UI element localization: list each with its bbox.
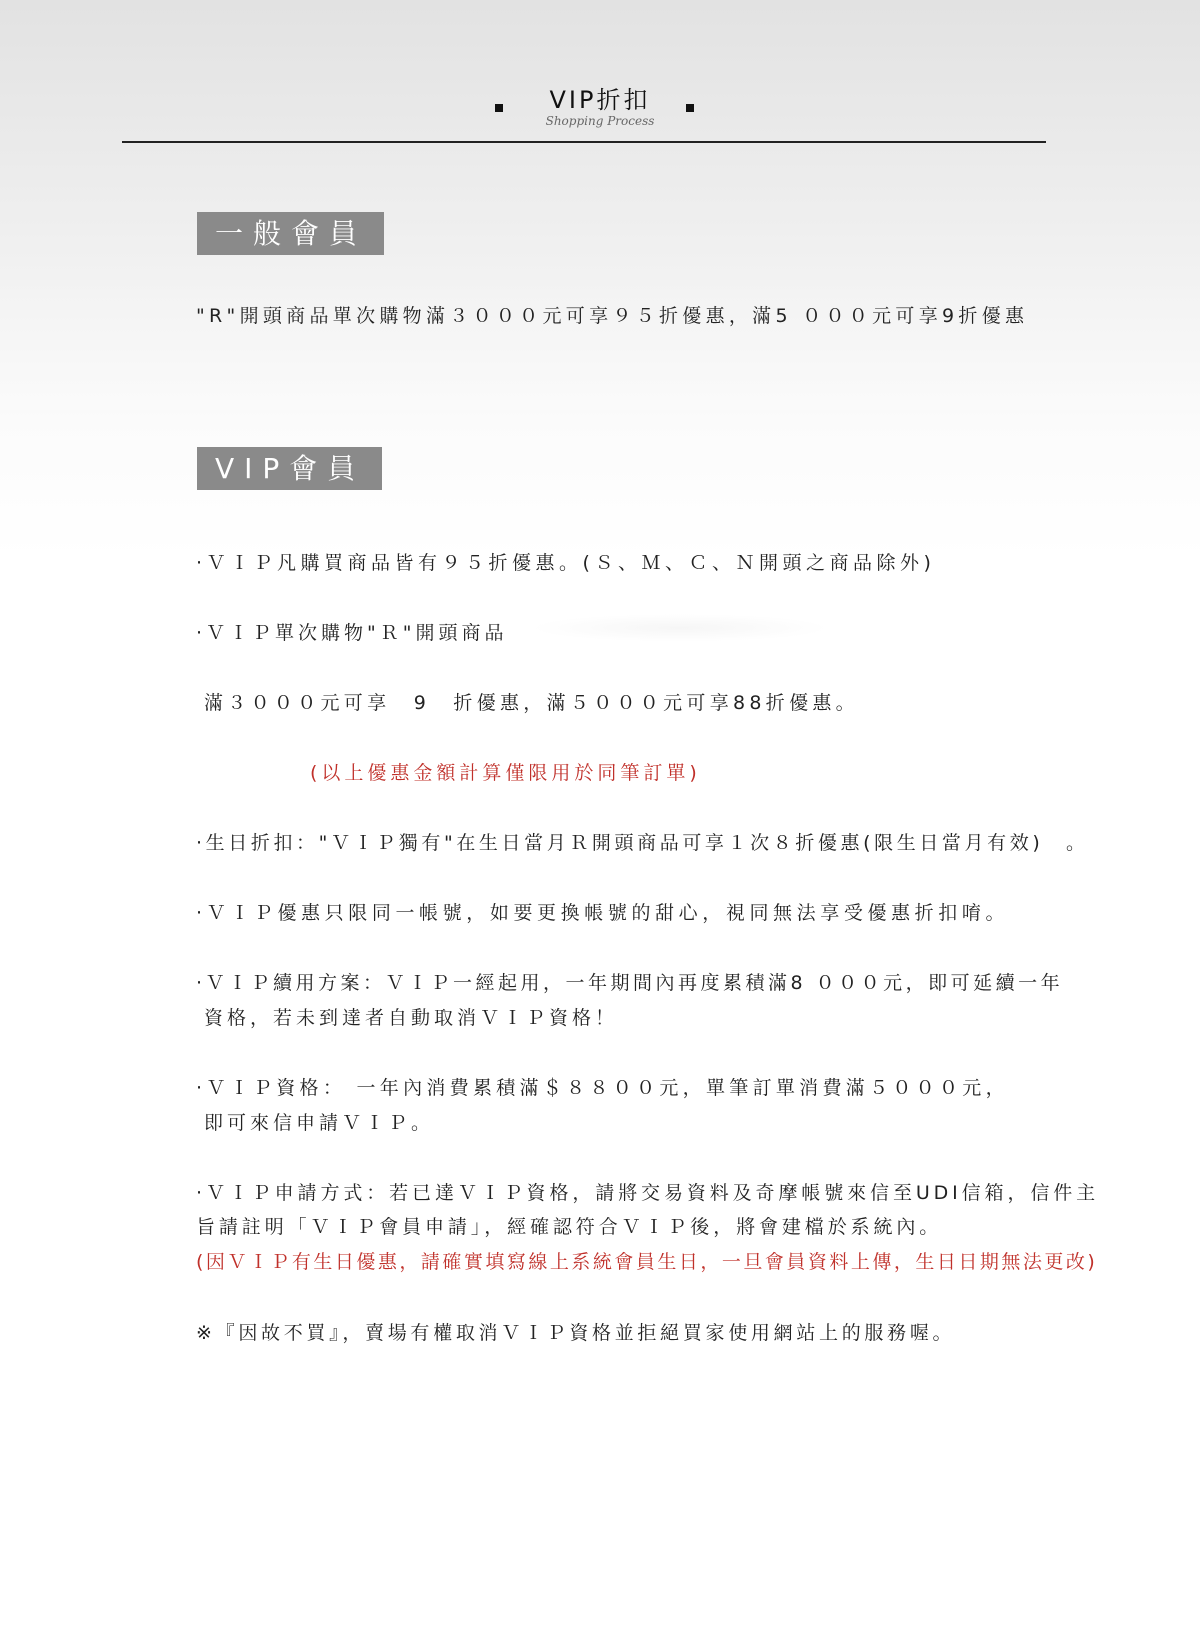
same-order-note: (以上優惠金額計算僅限用於同筆訂單)	[310, 762, 701, 784]
cancel-policy-line: ※『因故不買』，賣場有權取消ＶＩＰ資格並拒絕買家使用網站上的服務喔。	[196, 1322, 956, 1344]
blurred-region	[530, 614, 830, 642]
vip-threshold-line: 滿３０００元可享 9 折優惠，滿５０００元可享88折優惠。	[204, 692, 859, 714]
general-member-tag: 一般會員	[197, 212, 384, 255]
vip-member-tag: VIP會員	[197, 447, 382, 490]
vip-renewal-line-2: 資格，若未到達者自動取消ＶＩＰ資格！	[204, 1007, 619, 1029]
vip-renewal-line: ·ＶＩＰ續用方案：ＶＩＰ一經起用，一年期間內再度累積滿8 ０００元，即可延續一年	[196, 972, 1064, 994]
square-bullet-icon	[686, 104, 694, 112]
vip-application-line-2: 旨請註明「ＶＩＰ會員申請」，經確認符合ＶＩＰ後，將會建檔於系統內。	[196, 1216, 943, 1238]
vip-discount-line: ·ＶＩＰ凡購買商品皆有９５折優惠。(Ｓ、Ｍ、Ｃ、Ｎ開頭之商品除外)	[196, 552, 936, 574]
page-header	[0, 80, 1200, 140]
general-member-terms: "R"開頭商品單次購物滿３０００元可享９５折優惠，滿5 ０００元可享9折優惠	[196, 305, 1029, 327]
same-account-line: ·ＶＩＰ優惠只限同一帳號，如要更換帳號的甜心，視同無法享受優惠折扣唷。	[196, 902, 1010, 924]
vip-qualification-line: ·ＶＩＰ資格： 一年內消費累積滿＄８８００元，單筆訂單消費滿５０００元，	[196, 1077, 1009, 1099]
birthday-discount-line: ·生日折扣："ＶＩＰ獨有"在生日當月Ｒ開頭商品可享１次８折優惠(限生日當月有效) 。	[196, 832, 1089, 854]
birthday-warning: (因ＶＩＰ有生日優惠，請確實填寫線上系統會員生日，一旦會員資料上傳，生日日期無法更改)	[196, 1251, 1098, 1273]
header-divider	[122, 141, 1046, 143]
vip-qualification-line-2: 即可來信申請ＶＩＰ。	[204, 1112, 435, 1134]
page-title: VIP折扣	[549, 86, 651, 114]
vip-application-line: ·ＶＩＰ申請方式：若已達ＶＩＰ資格，請將交易資料及奇摩帳號來信至UDI信箱，信件主	[196, 1182, 1100, 1204]
page-subtitle: Shopping Process	[545, 114, 655, 128]
vip-r-items-line: ·ＶＩＰ單次購物"Ｒ"開頭商品	[196, 622, 508, 644]
